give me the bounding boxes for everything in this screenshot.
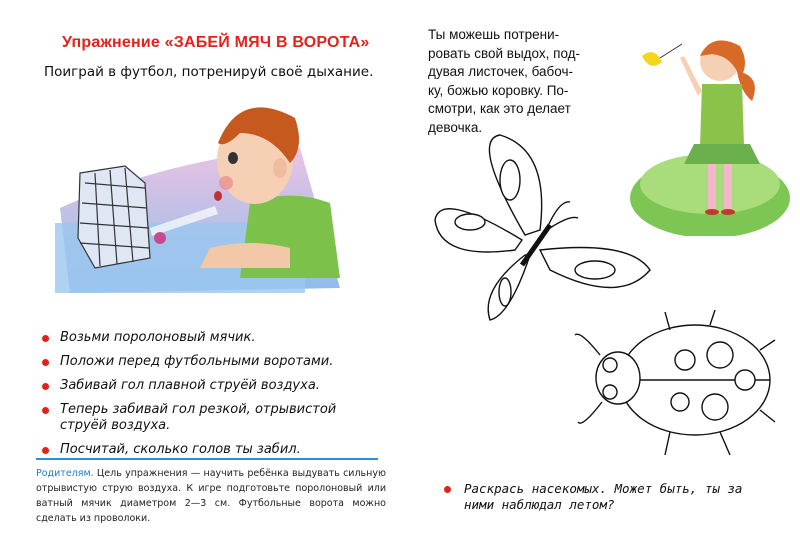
text-line: ку, божью коровку. По- — [428, 82, 569, 98]
note-divider — [36, 458, 378, 460]
text-line: дувая листочек, бабоч- — [428, 64, 573, 79]
ladybug-outline — [570, 310, 780, 460]
boy-blowing-illustration — [50, 88, 370, 298]
task-text: Раскрась насекомых. Может быть, ты за ними наблюдал летом? — [464, 481, 743, 512]
page-title: Упражнение «ЗАБЕЙ МЯЧ В ВОРОТА» — [62, 34, 370, 51]
text-line: Ты можешь потрени- — [428, 27, 560, 42]
note-label: Родителям. — [36, 468, 94, 479]
bullet-icon — [444, 486, 451, 493]
butterfly-outline — [430, 130, 660, 330]
list-item: Возьми поролоновый мячик. — [42, 330, 382, 346]
list-item: Забивай гол плавной струёй воздуха. — [42, 378, 382, 394]
parents-note — [36, 466, 386, 526]
intro-text: Поиграй в футбол, потренируй своё дыхание. — [44, 64, 374, 80]
right-text — [428, 26, 581, 137]
list-item: Положи перед футбольными воротами. — [42, 354, 382, 370]
list-item: Теперь забивай гол резкой, отрывистой струёй воздуха. — [42, 402, 382, 434]
right-page — [400, 0, 800, 537]
list-item: Посчитай, сколько голов ты забил. — [42, 442, 382, 458]
text-line: девочка. — [428, 119, 483, 135]
note-text: Цель упражнения — научить ребёнка выдувать сильную отрывистую струю воздуха. К игре подготовьте поролоновый или ватный мячик диаметром 2—3 см. Футбольные ворота можно сделать из проволоки. — [36, 468, 386, 524]
coloring-task — [444, 481, 774, 513]
task-list — [42, 330, 382, 466]
text-line: смотри, как это делает — [428, 101, 571, 116]
text-line: ровать свой выдох, под- — [428, 45, 581, 61]
